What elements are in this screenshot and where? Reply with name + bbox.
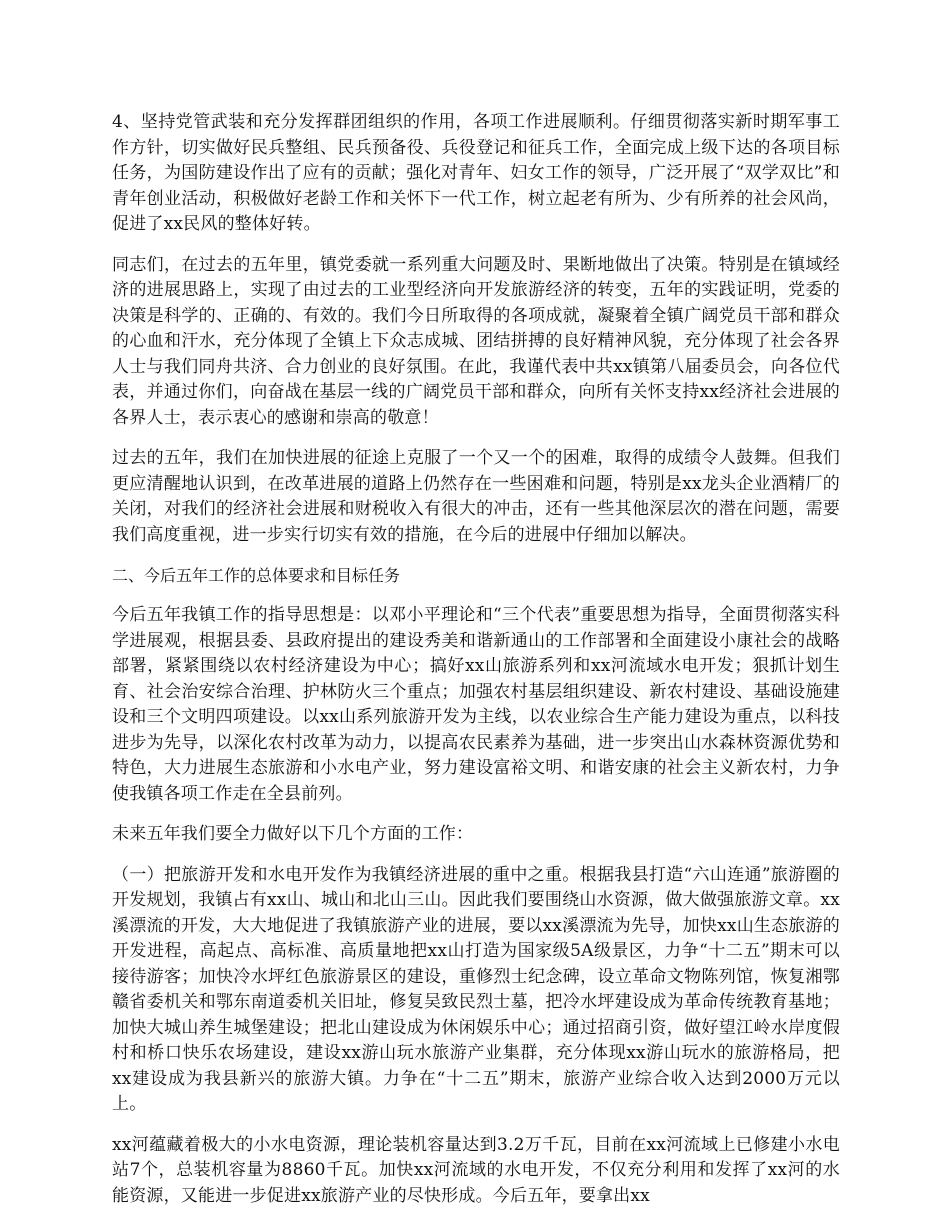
paragraph-hydropower-resources: xx河蕴藏着极大的小水电资源，理论装机容量达到3.2万千瓦，目前在xx河流域上已修建小水电站7个，总装机容量为8860千瓦。加快xx河流域的水电开发，不仅充分利用和发挥了xx河的水能资源，又能进一步促进xx旅游产业的尽快形成。今后五年，要拿出xx (112, 1134, 840, 1206)
paragraph-party-armed-forces: 4、坚持党管武装和充分发挥群团组织的作用，各项工作进展顺利。仔细贯彻落实新时期军事工作方针，切实做好民兵整组、民兵预备役、兵役登记和征兵工作，全面完成上级下达的各项目标任务，为国防建设作出了应有的贡献；强化对青年、妇女工作的领导，广泛开展了“双学双比”和青年创业活动，积极做好老龄工作和关怀下一代工作，树立起老有所为、少有所养的社会风尚，促进了xx民风的整体好转。 (112, 112, 840, 234)
paragraph-difficulties: 过去的五年，我们在加快进展的征途上克服了一个又一个的困难，取得的成绩令人鼓舞。但我们更应清醒地认识到，在改革进展的道路上仍然存在一些困难和问题，特别是xx龙头企业酒精厂的关闭，对我们的经济社会进展和财税收入有很大的冲击，还有一些其他深层次的潜在问题，需要我们高度重视，进一步实行切实有效的措施，在今后的进展中仔细加以解决。 (112, 448, 840, 545)
section-heading: 二、今后五年工作的总体要求和目标任务 (112, 566, 401, 585)
document-page (112, 110, 840, 1224)
paragraph-future-work-intro: 未来五年我们要全力做好以下几个方面的工作： (112, 824, 474, 844)
paragraph-guiding-ideology: 今后五年我镇工作的指导思想是：以邓小平理论和“三个代表”重要思想为指导，全面贯彻落实科学进展观，根据县委、县政府提出的建设秀美和谐新通山的工作部署和全面建设小康社会的战略部署，紧紧围绕以农村经济建设为中心；搞好xx山旅游系列和xx河流域水电开发；狠抓计划生育、社会治安综合治理、护林防火三个重点；加强农村基层组织建设、新农村建设、基础设施建设和三个文明四项建设。以xx山系列旅游开发为主线，以农业综合生产能力建设为重点，以科技进步为先导，以深化农村改革为动力，以提高农民素养为基础，进一步突出山水森林资源优势和特色，大力进展生态旅游和小水电产业，努力建设富裕文明、和谐安康的社会主义新农村，力争使我镇各项工作走在全县前列。 (112, 605, 840, 804)
paragraph-comrades-decisions: 同志们，在过去的五年里，镇党委就一系列重大问题及时、果断地做出了决策。特别是在镇域经济的进展思路上，实现了由过去的工业型经济向开发旅游经济的转变，五年的实践证明，党委的决策是科学的、正确的、有效的。我们今日所取得的各项成就，凝聚着全镇广阔党员干部和群众的心血和汗水，充分体现了全镇上下众志成城、团结拼搏的良好精神风貌，充分体现了社会各界人士与我们同舟共济、合力创业的良好氛围。在此，我谨代表中共xx镇第八届委员会，向各位代表，并通过你们，向奋战在基层一线的广阔党员干部和群众，向所有关怀支持xx经济社会进展的各界人士，表示衷心的感谢和崇高的敬意！ (112, 254, 840, 428)
paragraph-tourism-hydropower: （一）把旅游开发和水电开发作为我镇经济进展的重中之重。根据我县打造“六山连通”旅游圈的开发规划，我镇占有xx山、城山和北山三山。因此我们要围绕山水资源，做大做强旅游文章。xx溪漂流的开发，大大地促进了我镇旅游产业的进展，要以xx溪漂流为先导，加快xx山生态旅游的开发进程，高起点、高标准、高质量地把xx山打造为国家级5A级景区，力争“十二五”期末可以接待游客；加快冷水坪红色旅游景区的建设，重修烈士纪念碑，设立革命文物陈列馆，恢复湘鄂赣省委机关和鄂东南道委机关旧址，修复吴致民烈士墓，把冷水坪建设成为革命传统教育基地；加快大城山养生城堡建设；把北山建设成为休闲娱乐中心；通过招商引资，做好望江岭水岸度假村和桥口快乐农场建设，建设xx游山玩水旅游产业集群，充分体现xx游山玩水的旅游格局，把xx建设成为我县新兴的旅游大镇。力争在“十二五”期末，旅游产业综合收入达到2000万元以上。 (112, 864, 840, 1114)
